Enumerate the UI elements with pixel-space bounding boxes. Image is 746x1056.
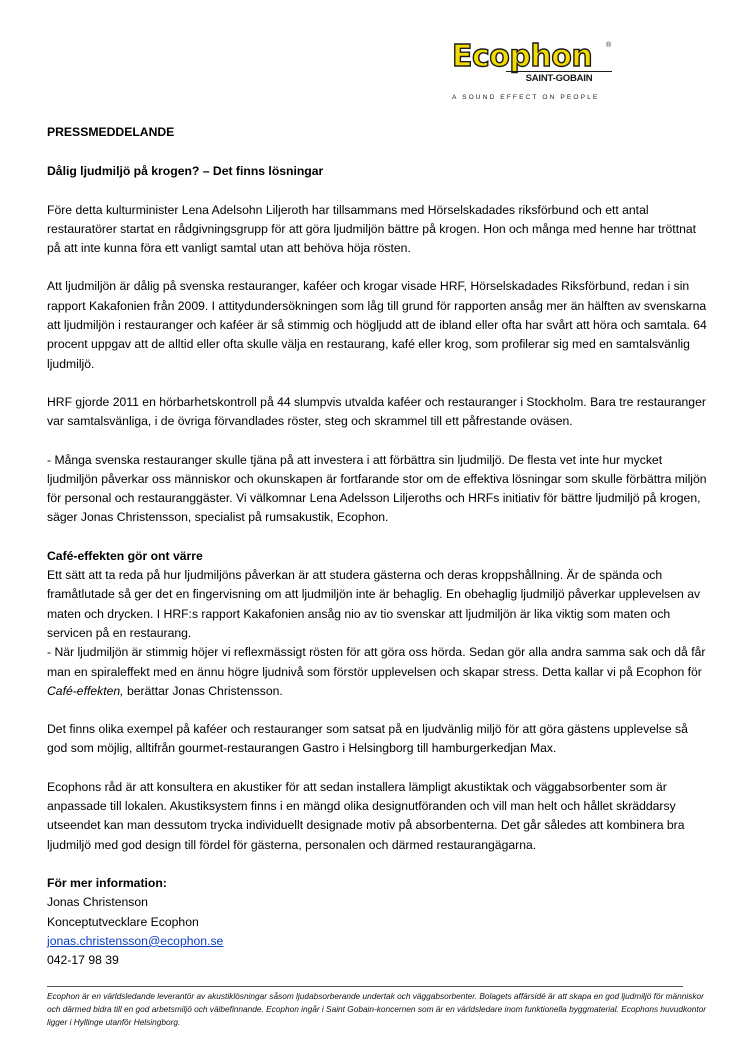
press-release-body	[47, 123, 707, 970]
contact-title: Konceptutvecklare Ecophon	[47, 914, 199, 929]
contact-heading: För mer information:	[47, 875, 167, 890]
ecophon-logo	[452, 40, 622, 110]
contact-block	[47, 874, 707, 970]
paragraph-1: Före detta kulturminister Lena Adelsohn Liljeroth har tillsammans med Hörselskadades riksförbund och ett antal restauratörer startat en rådgivningsgrupp för att göra ljudmiljön bättre på krogen. Hon och många med henne har tröttnat på att inte kunna föra ett vanligt samtal utan att behöva höja rösten.	[47, 202, 697, 256]
paragraph-6-text: - När ljudmiljön är stimmig höjer vi reflexmässigt rösten för att göra oss hörda. Sedan gör alla andra samma sak och då får man en spiraleffekt med en ännu högre ljudnivå som förstör upplevelsen och skapar stress. Detta kallar vi på Ecophon för	[47, 645, 706, 679]
contact-phone: 042-17 98 39	[47, 953, 119, 968]
paragraph-6	[47, 643, 707, 701]
paragraph-2: Att ljudmiljön är dålig på svenska restauranger, kaféer och krogar visade HRF, Hörselskadades Riksförbund, redan i sin rapport Kakafonien från 2009. I attitydundersökningen som låg till grund för rapporten ansåg mer än hälften av svenskarna att ljudmiljön i restauranger och kaféer är så stimmig och högljudd att de ibland eller ofta har svårt att höra och samtala. 64 procent uppgav att de alltid eller ofta skulle välja en restaurang, kafé eller krog, som profilerar sig med en samtalsvänlig ljudmiljö.	[47, 279, 707, 371]
paragraph-8: Ecophons råd är att konsultera en akustiker för att sedan installera lämpligt akustiktak och väggabsorbenter som är anpassade till lokalen. Akustiksystem finns i en mängd olika designutföranden och vill man helt och hållet skräddarsy utseendet kan man dessutom trycka individuellt designade motiv på absorbenterna. Det går således att kombinera bra ljudmiljö med god design till fördel för gästerna, personalen och därmed restaurangägarna.	[47, 779, 685, 852]
logo-parent-company: SAINT-GOBAIN	[506, 71, 612, 86]
paragraph-7: Det finns olika exempel på kaféer och restauranger som satsat på en ljudvänlig miljö för att göra gästens upplevelse så god som möjlig, alltifrån gourmet-restaurangen Gastro i Helsingborg till hamburgerkedjan Max.	[47, 722, 688, 756]
paragraph-6-tail: berättar Jonas Christensson.	[123, 683, 283, 698]
paragraph-4: - Många svenska restauranger skulle tjäna på att investera i att förbättra sin ljudmiljö. De flesta vet inte hur mycket ljudmiljön påverkar oss människor och okunskapen är fortfarande stor om de effektiva lösningar som skulle förbättra miljön för personal och restauranggäster. Vi välkomnar Lena Adelsson Liljeroths och HRFs initiativ för bättre ljudmiljö på krogen, säger Jonas Christensson, specialist på rumsakustik, Ecophon.	[47, 452, 707, 525]
footer-divider	[47, 986, 683, 987]
logo-registered-mark: ®	[606, 42, 612, 49]
headline: Dålig ljudmiljö på krogen? – Det finns lösningar	[47, 164, 324, 179]
document-label: PRESSMEDDELANDE	[47, 125, 175, 139]
cafe-effect-term: Café-effekten,	[47, 683, 124, 698]
subheading: Café-effekten gör ont värre	[47, 548, 203, 563]
paragraph-5: Ett sätt att ta reda på hur ljudmiljöns påverkan är att studera gästerna och deras kroppshållning. Är de spända och framåtlutade så ger det en fingervisning om att ljudmiljön inte är behaglig. En obehaglig ljudmiljö påverkar upplevelsen av maten och drycken. I HRF:s rapport Kakafonien ansåg nio av tio svenskar att ljudmiljön är lika viktig som maten och servicen på en restaurang.	[47, 568, 701, 640]
paragraph-3: HRF gjorde 2011 en hörbarhetskontroll på 44 slumpvis utvalda kaféer och restauranger i Stockholm. Bara tre restauranger var samtalsvänliga, i de övriga förvandlades röster, steg och skrammel till ett påfrestande oväsen.	[47, 394, 706, 429]
logo-brand-name: Ecophon	[452, 39, 593, 74]
contact-name: Jonas Christenson	[47, 895, 148, 910]
footer-boilerplate: Ecophon är en världsledande leverantör av akustiklösningar såsom ljudabsorberande undertak och väggabsorbenter. Bolagets affärsidé är att skapa en god ljudmiljö för människor och därmed bidra till en god arbetsmiljö och välbefinnande. Ecophon ingår i Saint Gobain-koncernen som är en världsledare inom funktionella byggmaterial. Ecophons huvudkontor ligger i Hyllinge utanför Helsingborg.	[47, 991, 707, 1027]
logo-tagline: A SOUND EFFECT ON PEOPLE	[452, 94, 600, 101]
contact-email-link[interactable]: jonas.christensson@ecophon.se	[47, 933, 224, 948]
